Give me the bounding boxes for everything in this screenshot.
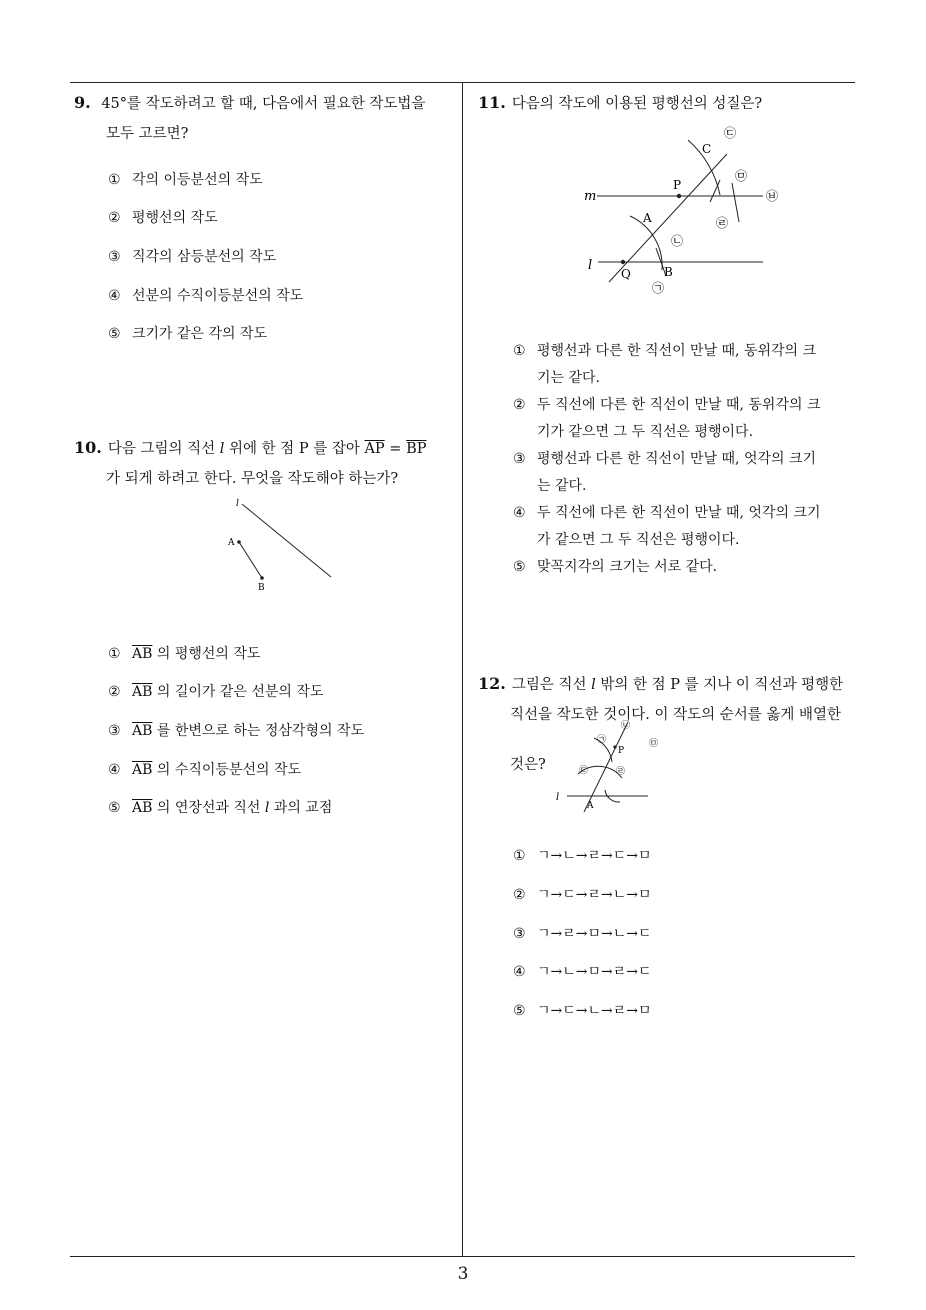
- arc-cross-top: [710, 180, 720, 202]
- option-3[interactable]: ③ $\overline{AB}$ 를 한변으로 하는 정삼각형의 작도: [108, 723, 364, 739]
- label-c: C: [702, 142, 712, 156]
- label-q: Q: [621, 267, 631, 281]
- statement-4[interactable]: ④ 두 직선에 다른 한 직선이 만날 때, 엇각의 크기 가 같으면 그 두 직선은 평행이다.: [513, 505, 821, 548]
- option-5[interactable]: ⑤ $\overline{AB}$ 의 연장선과 직선 l 과의 교점: [108, 800, 333, 816]
- marker-1: ㉠: [652, 281, 665, 295]
- transversal: [609, 154, 727, 282]
- question-12: 12. 그림은 직선 l 밖의 한 점 P 를 지나 이 직선과 평행한 직선을 작도한 것이다. 이 작도의 순서를 옳게 배열한: [478, 669, 863, 730]
- label-a: A: [643, 211, 652, 225]
- marker-2: ㉡: [621, 721, 631, 731]
- column-divider: [462, 82, 463, 1257]
- marker-1: ㉠: [597, 735, 607, 745]
- point-q: [621, 260, 625, 264]
- option-4[interactable]: ④ 선분의 수직이등분선의 작도: [108, 288, 304, 304]
- option-1[interactable]: ① 각의 이등분선의 작도: [108, 172, 263, 188]
- statement-2[interactable]: ② 두 직선에 다른 한 직선이 만날 때, 동위각의 크 기가 같으면 그 두 직선은 평행이다.: [513, 397, 821, 440]
- marker-3: ㉢: [579, 766, 589, 776]
- q11-statements: [513, 338, 863, 581]
- marker-6: ㉥: [766, 189, 779, 203]
- label-l: l: [556, 792, 560, 803]
- label-b: B: [258, 583, 265, 593]
- marker-3: ㉢: [724, 126, 737, 140]
- bottom-rule: [70, 1256, 855, 1257]
- arc-cross-small: [732, 183, 739, 222]
- option-2[interactable]: ② 평행선의 작도: [108, 210, 218, 226]
- segment-ap: $\overline{AP}$: [364, 441, 385, 457]
- marker-5: ㉤: [735, 169, 748, 183]
- question-10: 10. 다음 그림의 직선 l 위에 한 점 P 를 잡아 $\overline{AP} = \overline{BP}$ 가 되게 하려고 한다. 무엇을 작도해야 하는가?: [74, 433, 459, 494]
- question-number: 12.: [478, 674, 506, 693]
- point-a: [237, 540, 241, 544]
- point-b: [260, 576, 264, 580]
- option-1[interactable]: ① $\overline{AB}$ 의 평행선의 작도: [108, 646, 261, 662]
- question-12-tail: 것은?: [510, 757, 546, 773]
- question-text-cont: 직선을 작도한 것이다. 이 작도의 순서를 옳게 배열한: [510, 707, 842, 723]
- marker-2: ㉡: [671, 234, 684, 248]
- option-4[interactable]: ④ $\overline{AB}$ 의 수직이등분선의 작도: [108, 762, 301, 778]
- line-l: [242, 504, 331, 577]
- segment-bp: $\overline{BP}$: [406, 441, 427, 457]
- question-number: 11.: [478, 93, 506, 112]
- label-l: l: [588, 258, 593, 273]
- marker-4: ㉣: [716, 216, 729, 230]
- option-3[interactable]: ③ 직각의 삼등분선의 작도: [108, 249, 277, 265]
- q12-figure: [550, 712, 670, 812]
- option-5[interactable]: ⑤ ㄱ→ㄷ→ㄴ→ㄹ→ㅁ: [513, 1003, 652, 1019]
- page-number: 3: [457, 1264, 469, 1284]
- question-number: 10.: [74, 438, 102, 457]
- question-text: 45°를 작도하려고 할 때, 다음에서 필요한 작도법을: [101, 96, 426, 112]
- label-l: l: [236, 499, 239, 509]
- option-2[interactable]: ② $\overline{AB}$ 의 길이가 같은 선분의 작도: [108, 684, 324, 700]
- label-a: A: [228, 538, 235, 548]
- point-p: [677, 194, 681, 198]
- label-p: P: [673, 178, 682, 192]
- question-text-cont: 가 되게 하려고 한다. 무엇을 작도해야 하는가?: [106, 471, 399, 487]
- statement-3[interactable]: ③ 평행선과 다른 한 직선이 만날 때, 엇각의 크기 는 같다.: [513, 451, 817, 494]
- point-p: [613, 745, 616, 748]
- option-2[interactable]: ② ㄱ→ㄷ→ㄹ→ㄴ→ㅁ: [513, 887, 652, 903]
- question-9: [74, 88, 459, 149]
- marker-5: ㉤: [649, 739, 659, 749]
- question-text-cont: 모두 고르면?: [106, 126, 189, 142]
- q11-figure: [580, 120, 790, 300]
- statement-1[interactable]: ① 평행선과 다른 한 직선이 만날 때, 동위각의 크 기는 같다.: [513, 343, 817, 386]
- question-number: 9.: [74, 93, 91, 112]
- option-1[interactable]: ① ㄱ→ㄴ→ㄹ→ㄷ→ㅁ: [513, 848, 652, 864]
- question-11: [478, 88, 858, 119]
- option-4[interactable]: ④ ㄱ→ㄴ→ㅁ→ㄹ→ㄷ: [513, 964, 652, 980]
- label-a: A: [587, 801, 594, 811]
- label-m: m: [584, 189, 597, 204]
- label-b: B: [664, 265, 673, 279]
- statement-5[interactable]: ⑤ 맞꼭지각의 크기는 서로 같다.: [513, 559, 718, 575]
- option-5[interactable]: ⑤ 크기가 같은 각의 작도: [108, 326, 268, 342]
- option-3[interactable]: ③ ㄱ→ㄹ→ㅁ→ㄴ→ㄷ: [513, 926, 652, 942]
- marker-4: ㉣: [616, 767, 626, 777]
- segment-ab: [239, 542, 262, 578]
- q10-figure: [220, 490, 350, 595]
- question-text: 다음의 작도에 이용된 평행선의 성질은?: [511, 96, 763, 112]
- label-p: P: [618, 746, 625, 756]
